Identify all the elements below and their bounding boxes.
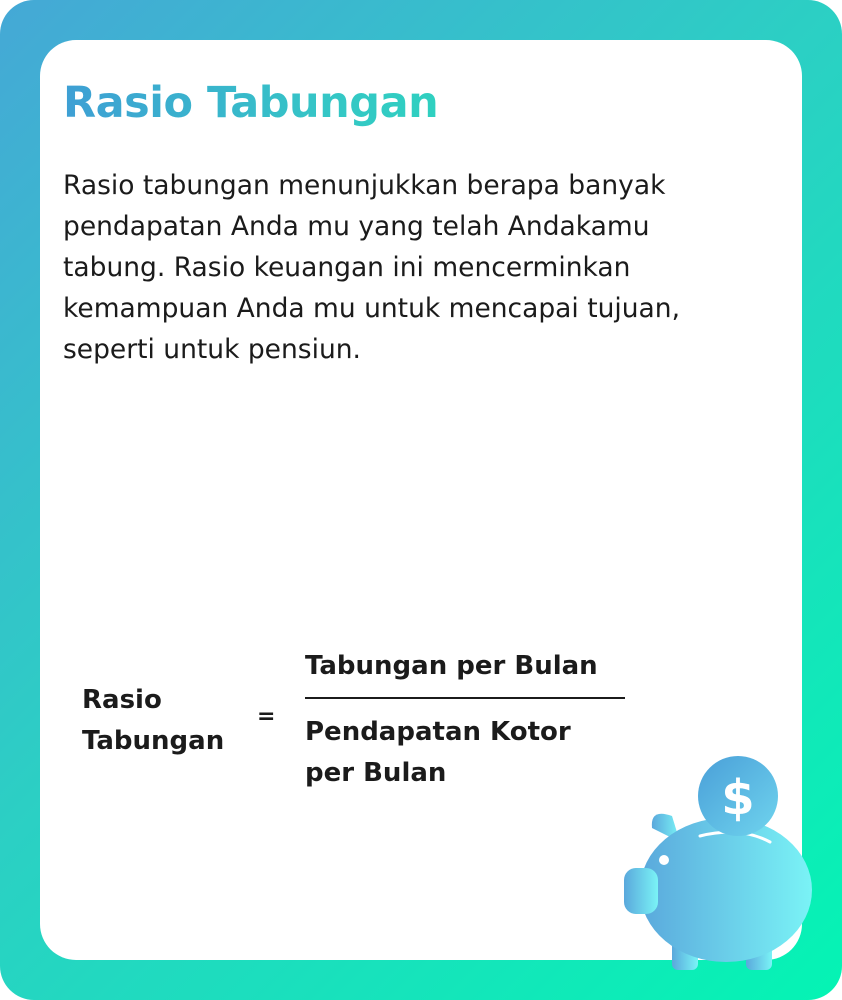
formula-numerator: Tabungan per Bulan [305, 651, 598, 681]
formula-equals-sign: = [257, 704, 276, 729]
dollar-coin-icon [698, 756, 778, 836]
fraction-divider [305, 697, 625, 699]
coin-symbol: $ [721, 770, 755, 826]
card-description: Rasio tabungan menunjukkan berapa banyak pendapatan Anda mu yang telah Andakamu tabung. Rasio keuangan ini mencerminkan kemampuan Anda mu untuk mencapai tujuan, seperti untuk pensiun. [63, 170, 681, 365]
formula-denominator: Pendapatan Kotor per Bulan [305, 717, 571, 788]
piggy-bank-icon [620, 750, 820, 980]
formula-label: Rasio Tabungan [82, 685, 225, 756]
card-title: Rasio Tabungan [63, 78, 439, 128]
